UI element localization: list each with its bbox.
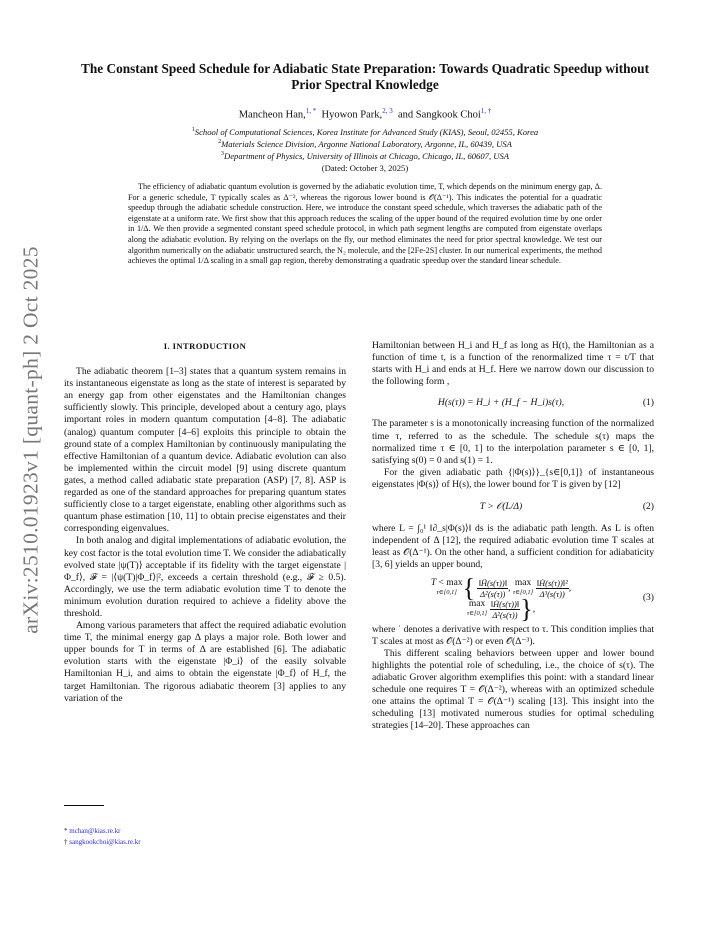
paragraph: For the given adiabatic path {|Φ(s)⟩}_{s∈[0,1]} of instantaneous eigenstates |Φ(s)⟩ of H(s), the lower bound for T is given by [12] (372, 466, 654, 490)
author-mark: 2, 3 (382, 107, 393, 115)
footnote: * mchan@kias.re.kr (64, 827, 121, 835)
footnote-rule (64, 805, 104, 806)
paragraph: This different scaling behaviors between upper and lower bound highlights the potential role of scheduling, i.e., the choice of s(τ). The adiabatic Grover algorithm exemplifies this point: with a standard linear schedule one requires T = 𝒪(Δ⁻²), whereas with an optimized schedule one attains the optimal T = 𝒪(Δ⁻¹) scaling [13]. This insight into the scheduling [13] motivated numerous studies for optimal scheduling strategies [14–20]. These approaches can (372, 647, 654, 732)
paragraph: Hamiltonian between H_i and H_f as long as H(t), the Hamiltonian as a function of time t, is a function of the renormalized time τ = t/T that starts with H_i and ends at H_f. Here we narrow down our discussion to the following form , (372, 340, 654, 388)
footnote: † sangkookchoi@kias.re.kr (64, 838, 141, 846)
paragraph: Among various parameters that affect the required adiabatic evolution time T, the minimal energy gap Δ plays a major role. Both lower and upper bounds for T in terms of Δ are established [6]. The adiabatic evolution starts with the eigenstate |Φ_i⟩ of the easily solvable Hamiltonian H_i, and aims to obtain the eigenstate |Φ_f⟩ of H_f, the target Hamiltonian. The rigorous adiabatic theorem [3] applies to any variation of the (64, 620, 346, 704)
paper-title: The Constant Speed Schedule for Adiabatic State Preparation: Towards Quadratic Speedup without Prior Spectral Knowledge (80, 61, 649, 92)
author-mark[interactable]: 1, * (305, 107, 317, 115)
equation-1: H(s(τ)) = H_i + (H_f − H_i)s(τ), (1) (437, 397, 654, 409)
paragraph: The parameter s is a monotonically increasing function of the normalized time τ, referred to as the schedule. The schedule s(τ) maps the normalized time τ ∈ [0, 1] to the interpolation parameter s ∈ [0, 1], satisfying s(0) = 0 and s(1) = 1. (372, 418, 654, 466)
equation-number: (3) (642, 592, 654, 604)
affiliation: $^1$School of Computational Sciences, Korea Institute for Advanced Study (KIAS), Seoul, 02455, Korea (191, 126, 539, 137)
author-name: Mancheon Han, (238, 109, 306, 121)
email-link[interactable]: sangkookchoi@kias.re.kr (69, 838, 141, 846)
author-list (80, 107, 650, 121)
dated-line: (Dated: October 3, 2025) (321, 163, 409, 173)
email-link[interactable]: mchan@kias.re.kr (69, 827, 121, 835)
author-mark[interactable]: 1, † (480, 107, 492, 115)
equation-3: T < max τ∈[0,1] { $\frac{\text{‖Ḧ(s(τ))‖}}{\text{Δ²(s(τ))}}$ , max τ∈[0,1] $\frac{\text{‖Ḣ(s(τ))‖²}}{\text{Δ³(s(τ))}}$ , max τ∈[0,1] $\frac{\text{‖Ḣ(s(τ))‖}}{\text{Δ²(s(τ))}}$ }, (3) (430, 572, 654, 623)
fraction: $\frac{\text{‖Ḣ(s(τ))‖²}}{\text{Δ³(s(τ))}}$ (536, 577, 568, 599)
right-column (372, 340, 654, 732)
paragraph: The adiabatic theorem [1–3] states that a quantum system remains in its instantaneous eigenstate as long as the state of interest is separated by an energy gap from other eigenstates and the Hamiltonian changes sufficiently slowly. This principle, developed about a century ago, plays important roles in modern quantum computation [4–8]. The adiabatic (analog) quantum computer [4–6] exploits this principle to obtain the ground state of a complex Hamiltonian by continuously manipulating the effective Hamiltonian of a quantum device. Adiabatic evolution can also be implemented within the circuit model [9] using discrete quantum gates, a method called adiabatic state preparation (ASP) [7, 8]. ASP is regarded as one of the standard approaches for preparing quantum states sufficiently close to a target eigenstate, enabling other algorithms such as quantum phase estimation [10, 11] to obtain precise eigenstates and their corresponding eigenvalues. (64, 366, 346, 535)
fraction: $\frac{\text{‖Ḣ(s(τ))‖}}{\text{Δ²(s(τ))}}$ (490, 598, 520, 620)
author-name: Hyowon Park, (321, 109, 383, 121)
fraction: $\frac{\text{‖Ḧ(s(τ))‖}}{\text{Δ²(s(τ))}}$ (478, 577, 508, 599)
paragraph: where ˙ denotes a derivative with respect to τ. This condition implies that T scales at most as 𝒪(Δ⁻²) or even 𝒪(Δ⁻³). (372, 623, 654, 647)
equation-number: (2) (642, 501, 654, 513)
arxiv-sidebar-stamp: arXiv:2510.01923v1 [quant-ph] 2 Oct 2025 (18, 246, 43, 634)
section-heading: I. INTRODUCTION (163, 341, 247, 351)
left-column (64, 340, 346, 705)
affiliation: $^3$Department of Physics, University of Illinois at Chicago, Chicago, IL, 60607, USA (221, 150, 509, 161)
paragraph: where L = ∫₀¹ ‖∂_s|Φ(s)⟩‖ ds is the adiabatic path length. As L is often independent of Δ [12], the required adiabatic evolution time T scales at least as 𝒪(Δ⁻¹). On the other hand, a sufficient condition for adiabaticity [3, 6] yields an upper bound, (372, 523, 654, 571)
equation-number: (1) (642, 397, 654, 409)
author-name: and Sangkook Choi (397, 109, 481, 121)
equation-2: T > 𝒪(L/Δ) (2) (479, 501, 654, 513)
paragraph: In both analog and digital implementations of adiabatic evolution, the key cost factor is the total evolution time T. We consider the adiabatically evolved state |ψ(T)⟩ acceptable if its fidelity with the target eigenstate |Φ_f⟩, 𝓕 = |⟨ψ(T)|Φ_f⟩|², exceeds a certain threshold (e.g., 𝓕 ≥ 0.5). Accordingly, we use the term adiabatic evolution time T to denote the minimum evolution duration required to achieve a fidelity above the threshold. (64, 535, 346, 619)
abstract: The efficiency of adiabatic quantum evolution is governed by the adiabatic evolution time, T, which depends on the minimum energy gap, Δ. For a generic schedule, T typically scales as Δ⁻², whereas the rigorous lower bound is 𝒪(Δ⁻¹). This indicates the potential for a quadratic speedup through the adiabatic schedule construction. Here, we introduce the constant speed schedule, which traverses the adiabatic path of the eigenstate at a uniform rate. We first show that this approach reduces the scaling of the upper bound of the required evolution time by one order in 1/Δ. We then provide a segmented constant speed schedule protocol, in which path segment lengths are computed from eigenstate overlaps along the adiabatic evolution. By relying on the overlaps on the fly, our method eliminates the need for prior spectral knowledge. We test our algorithm numerically on the adiabatic unstructured search, the N₂ molecule, and the [2Fe-2S] cluster. In our numerical experiments, the method achieves the optimal 1/Δ scaling in a small gap region, thereby demonstrating a quadratic speedup over the standard linear schedule. (128, 182, 602, 266)
affiliation: $^2$Materials Science Division, Argonne National Laboratory, Argonne, IL, 60439, USA (218, 138, 512, 149)
